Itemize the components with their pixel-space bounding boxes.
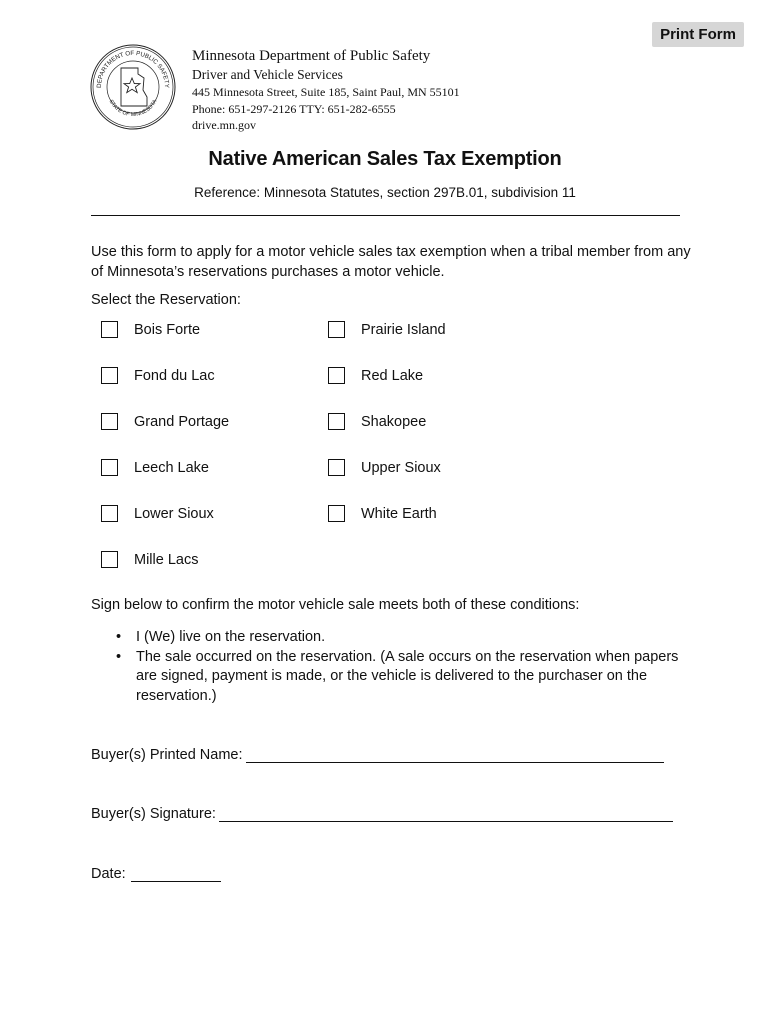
reservation-label: Grand Portage — [134, 413, 230, 430]
printed-name-label: Buyer(s) Printed Name: — [91, 747, 243, 763]
reservation-checkbox[interactable] — [101, 367, 118, 384]
reservation-label: Mille Lacs — [134, 551, 199, 568]
form-intro: Use this form to apply for a motor vehicle sales tax exemption when a tribal member from any of Minnesota’s reservations purchases a motor vehicle. — [91, 244, 691, 280]
agency-name: Minnesota Department of Public Safety — [192, 48, 431, 64]
reservation-checkbox[interactable] — [328, 459, 345, 476]
seal-ring-text: DEPARTMENT OF PUBLIC SAFETY — [95, 49, 171, 89]
list-item — [116, 648, 682, 707]
reservation-label: Red Lake — [361, 367, 424, 384]
reservation-label: Upper Sioux — [361, 459, 441, 476]
seal-bottom-text: STATE OF MINNESOTA — [107, 98, 159, 119]
bullet-icon: • — [116, 629, 122, 645]
printed-name-field[interactable] — [246, 747, 664, 763]
reservation-option-upper-sioux[interactable] — [328, 459, 441, 476]
reservation-checkbox[interactable] — [101, 551, 118, 568]
condition-text: The sale occurred on the reservation. (A sale occurs on the reservation when papers are signed, payment is made, or the vehicle is delivered to the purchaser on the reservation.) — [136, 648, 679, 704]
reservation-option-leech-lake[interactable] — [101, 459, 209, 476]
minnesota-state-outline — [121, 68, 147, 106]
select-reservation-label: Select the Reservation: — [91, 292, 241, 308]
print-form-button[interactable]: Print Form — [652, 22, 744, 47]
reservation-checkbox[interactable] — [328, 367, 345, 384]
reservation-label: Fond du Lac — [134, 367, 215, 384]
reservation-option-grand-portage[interactable] — [101, 413, 229, 430]
reservation-label: White Earth — [361, 505, 437, 522]
reservation-checkbox[interactable] — [101, 459, 118, 476]
reservation-option-fond-du-lac[interactable] — [101, 367, 215, 384]
signature-row — [91, 806, 673, 822]
reservation-checkbox[interactable] — [328, 413, 345, 430]
list-item — [116, 628, 682, 648]
reservation-option-red-lake[interactable] — [328, 367, 423, 384]
agency-phone: Phone: 651-297-2126 TTY: 651-282-6555 — [192, 101, 396, 116]
reservation-option-shakopee[interactable] — [328, 413, 426, 430]
reservation-checkbox[interactable] — [101, 505, 118, 522]
reservation-label: Bois Forte — [134, 321, 201, 338]
reservation-option-bois-forte[interactable] — [101, 321, 200, 338]
reservation-label: Leech Lake — [134, 459, 209, 476]
reservation-option-mille-lacs[interactable] — [101, 551, 198, 568]
agency-website: drive.mn.gov — [192, 118, 256, 132]
bullet-icon: • — [116, 648, 122, 665]
agency-header — [192, 47, 460, 134]
star-icon — [124, 78, 140, 93]
reservation-option-lower-sioux[interactable] — [101, 505, 214, 522]
reservation-checkbox[interactable] — [328, 321, 345, 338]
reservation-label: Prairie Island — [361, 321, 446, 338]
signature-label: Buyer(s) Signature: — [91, 806, 216, 822]
statute-reference: Reference: Minnesota Statutes, section 297B.01, subdivision 11 — [194, 185, 576, 200]
reservation-label: Shakopee — [361, 413, 427, 430]
signature-field[interactable] — [219, 806, 673, 822]
form-title: Native American Sales Tax Exemption — [208, 148, 562, 170]
date-field[interactable] — [131, 866, 221, 882]
mn-dps-seal — [90, 44, 176, 130]
reservation-checkbox[interactable] — [101, 321, 118, 338]
svg-text:STATE OF MINNESOTA — [108, 99, 159, 118]
date-row — [91, 866, 221, 882]
reservation-option-prairie-island[interactable] — [328, 321, 446, 338]
agency-division: Driver and Vehicle Services — [192, 67, 343, 82]
reservation-checkbox[interactable] — [101, 413, 118, 430]
reservation-option-white-earth[interactable] — [328, 505, 437, 522]
agency-address: 445 Minnesota Street, Suite 185, Saint Paul, MN 55101 — [192, 85, 460, 99]
condition-text: I (We) live on the reservation. — [136, 629, 326, 645]
reservation-checkbox[interactable] — [328, 505, 345, 522]
printed-name-row — [91, 747, 664, 763]
header-divider — [91, 215, 680, 216]
date-label: Date: — [91, 866, 126, 882]
reservation-label: Lower Sioux — [134, 505, 214, 522]
conditions-label: Sign below to confirm the motor vehicle sale meets both of these conditions: — [91, 597, 580, 613]
conditions-list — [116, 628, 682, 706]
